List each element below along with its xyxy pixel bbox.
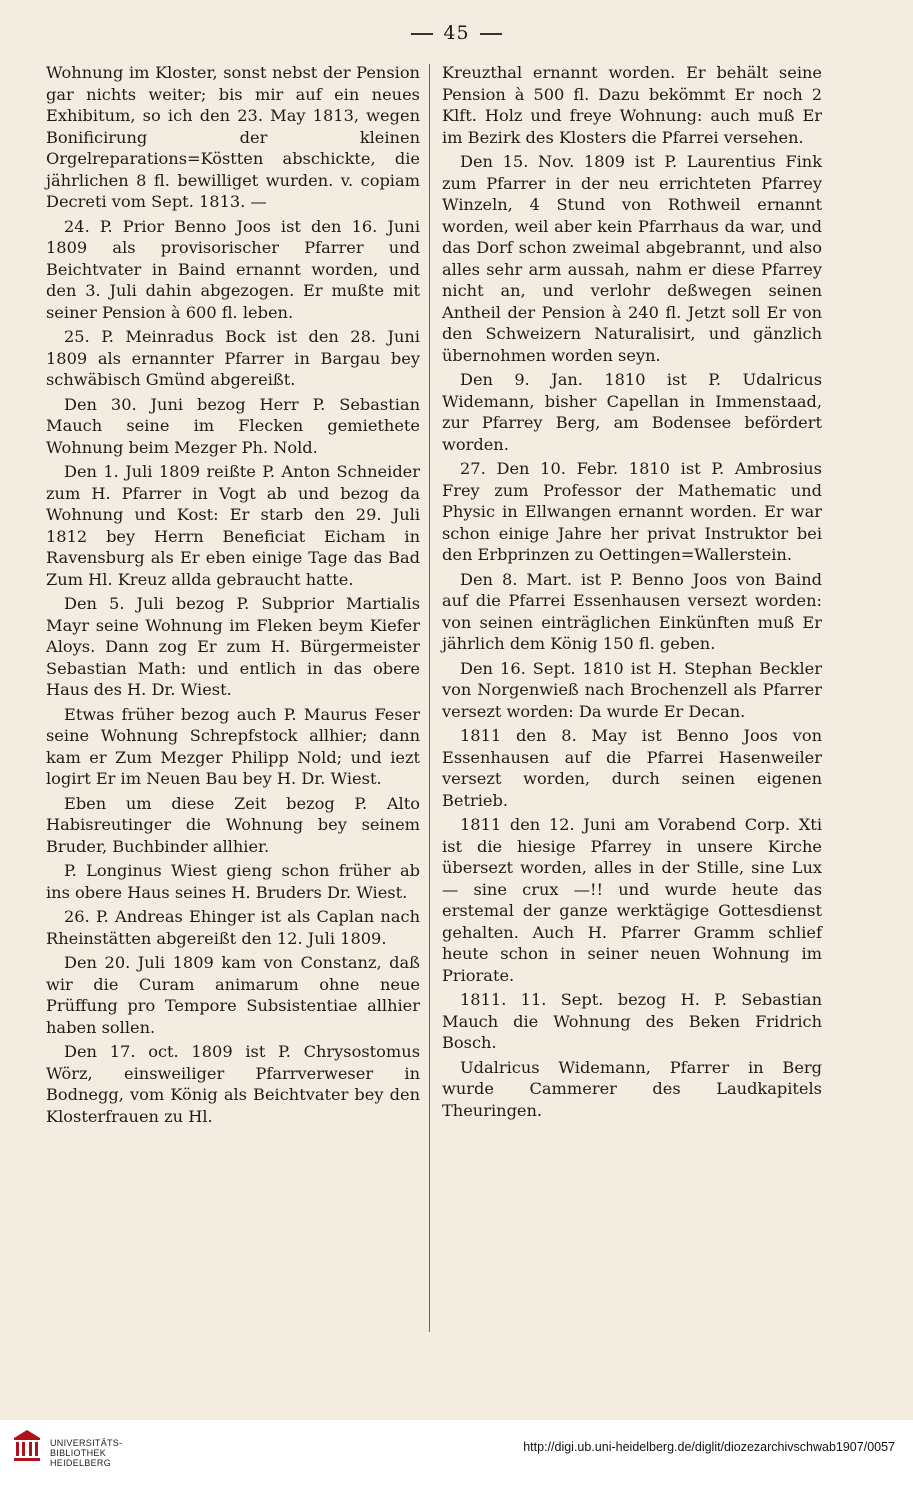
paragraph: Den 17. oct. 1809 ist P. Chrysostomus Wörz, einsweiliger Pfarrverweser in Bodnegg, vom König als Beichtvater bey den Klosterfrauen zu Hl. [46,1042,420,1126]
paragraph: Eben um diese Zeit bezog P. Alto Habisreutinger die Wohnung bey seinem Bruder, Buchbinder allhier. [46,793,420,856]
footer-bar [0,1420,913,1486]
paragraph: Den 1. Juli 1809 reißte P. Anton Schneider zum H. Pfarrer in Vogt ab und bezog da Wohnung und Kost: Er starb den 29. Juli 1812 bey Herrn Beneficiat Eicham in Ravensburg als Er eben einige Tage das Bad Zum Hl. Kreuz allda gebraucht hatte. [46,462,420,589]
source-url-link[interactable]: http://digi.ub.uni-heidelberg.de/diglit/diozezarchivschwab1907/0057 [523,1440,895,1454]
paragraph: 1811 den 12. Juni am Vorabend Corp. Xti ist die hiesige Pfarrey in unsere Kirche übersezt worden, alles in der Stille, sine Lux — sine crux —!! und wurde heute das erstemal der ganze werktägige Gottesdienst gehalten. Auch H. Pfarrer Gramm schlief heute schon in seiner neuen Wohnung im Priorate. [442,815,822,985]
right-column [442,62,822,1124]
paragraph: 1811 den 8. May ist Benno Joos von Essenhausen auf die Pfarrei Hasenweiler versezt worden, durch seinen eigenen Betrieb. [442,726,822,810]
paragraph: Den 15. Nov. 1809 ist P. Laurentius Fink zum Pfarrer in der neu errichteten Pfarrey Winzeln, 4 Stund von Rothweil ernannt worden, weil aber kein Pfarrhaus da war, und das Dorf schon zweimal abgebrannt, und also alles sehr arm aussah, nahm er diese Pfarrey nicht an, und verlohr deßwegen seinen Antheil der Pension à 240 fl. Jetzt soll Er von den Schweizern Naturalisirt, und gänzlich übernohmen worden seyn. [442,152,822,365]
page-number [0,22,913,44]
paragraph: Wohnung im Kloster, sonst nebst der Pension gar nichts weiter; bis mir auf ein neues Exhibitum, so ich den 23. May 1813, wegen Bonificirung der kleinen Orgelreparations=Köstten abschickte, die jährlichen 8 fl. bewilliget wurden. v. copiam Decreti vom Sept. 1813. — [46,63,420,211]
paragraph: Den 16. Sept. 1810 ist H. Stephan Beckler von Norgenwieß nach Brochenzell als Pfarrer versezt worden: Da wurde Er Decan. [442,658,822,721]
paragraph: Udalricus Widemann, Pfarrer in Berg wurde Cammerer des Laudkapitels Theuringen. [442,1057,822,1120]
paragraph: 27. Den 10. Febr. 1810 ist P. Ambrosius Frey zum Professor der Mathematic und Physic in Ellwangen ernannt worden. Er war schon einige Jahre her privat Instruktor bei den Erbprinzen zu Oettingen=Wallerstein. [442,459,822,564]
library-logo-icon [12,1428,42,1464]
paragraph: 26. P. Andreas Ehinger ist als Caplan nach Rheinstätten abgereißt den 12. Juli 1809. [46,907,420,948]
ornament-dash [480,33,502,35]
ornament-dash [411,33,433,35]
paragraph: 25. P. Meinradus Bock ist den 28. Juni 1809 als ernannter Pfarrer in Bargau bey schwäbisch Gmünd abgereißt. [46,327,420,389]
library-line: HEIDELBERG [50,1458,112,1468]
paragraph: Den 30. Juni bezog Herr P. Sebastian Mauch seine im Flecken gemiethete Wohnung beim Mezger Ph. Nold. [46,394,420,457]
paragraph: 1811. 11. Sept. bezog H. P. Sebastian Mauch die Wohnung des Beken Fridrich Bosch. [442,990,822,1052]
paragraph: Den 5. Juli bezog P. Subprior Martialis Mayr seine Wohnung im Fleken beym Kiefer Aloys. Dann zog Er zum H. Bürgermeister Sebastian Math: und entlich in das obere Haus des H. Dr. Wiest. [46,594,420,699]
paragraph: Kreuzthal ernannt worden. Er behält seine Pension à 500 fl. Dazu bekömmt Er noch 2 Klft. Holz und freye Wohnung: auch muß Er im Bezirk des Klosters die Pfarrei versehen. [442,63,822,147]
paragraph: P. Longinus Wiest gieng schon früher ab ins obere Haus seines H. Bruders Dr. Wiest. [46,861,420,902]
page-number-text: 45 [443,22,470,44]
library-name [50,1438,122,1468]
paragraph: Den 20. Juli 1809 kam von Constanz, daß wir die Curam animarum ohne neue Prüffung pro Tempore Subsistentiae allhier haben sollen. [46,953,420,1037]
paragraph: 24. P. Prior Benno Joos ist den 16. Juni 1809 als provisorischer Pfarrer und Beichtvater in Baind ernannt worden, und den 3. Juli dahin abgezogen. Er mußte mit seiner Pension à 600 fl. leben. [46,216,420,322]
library-line: UNIVERSITÄTS- [50,1438,123,1448]
left-column [46,62,420,1130]
column-divider [429,64,430,1332]
paragraph: Den 8. Mart. ist P. Benno Joos von Baind auf die Pfarrei Essenhausen versezt worden: von seinen einträglichen Einkünften muß Er jährlich dem König 150 fl. geben. [442,569,822,653]
paragraph: Etwas früher bezog auch P. Maurus Feser seine Wohnung Schrepfstock allhier; dann kam er Zum Mezger Philipp Nold; und iezt logirt Er im Neuen Bau bey H. Dr. Wiest. [46,704,420,788]
library-line: BIBLIOTHEK [50,1448,107,1458]
paragraph: Den 9. Jan. 1810 ist P. Udalricus Widemann, bisher Capellan in Immenstaad, zur Pfarrey Berg, am Bodensee befördert worden. [442,370,822,454]
